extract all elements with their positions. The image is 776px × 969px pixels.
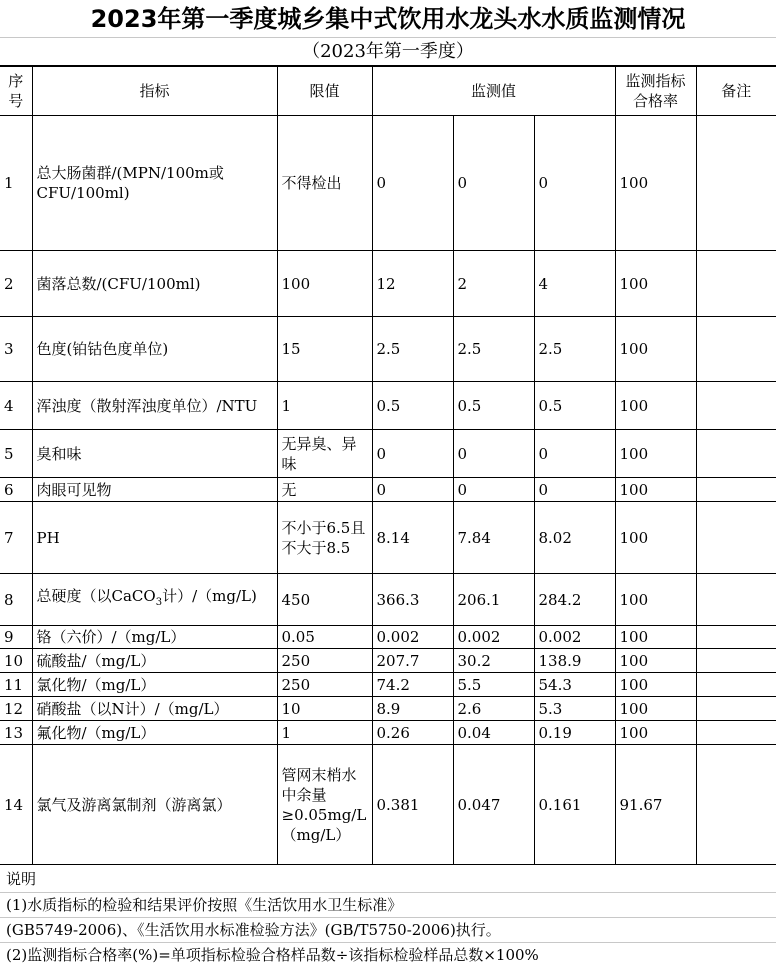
remark-cell [696, 721, 776, 745]
rate-cell: 100 [615, 697, 696, 721]
value-cell: 8.14 [372, 502, 453, 574]
limit-cell: 10 [277, 697, 372, 721]
value-cell: 0.04 [453, 721, 534, 745]
indicator-cell: 氟化物/（mg/L） [32, 721, 277, 745]
value-cell: 138.9 [534, 649, 615, 673]
value-cell: 0 [534, 478, 615, 502]
value-cell: 2.6 [453, 697, 534, 721]
indicator-cell: 铬（六价）/（mg/L） [32, 626, 277, 649]
row-number: 6 [0, 478, 32, 502]
row-number: 7 [0, 502, 32, 574]
table-row [0, 116, 776, 251]
limit-cell: 250 [277, 649, 372, 673]
table-row [0, 626, 776, 649]
limit-cell: 无异臭、异味 [277, 430, 372, 478]
table-row [0, 649, 776, 673]
table-row [0, 430, 776, 478]
value-cell: 74.2 [372, 673, 453, 697]
remark-cell [696, 502, 776, 574]
table-row [0, 251, 776, 317]
value-cell: 0 [372, 430, 453, 478]
monitoring-table [0, 66, 776, 865]
note-line-1: (1)水质指标的检验和结果评价按照《生活饮用水卫生标准》 [0, 893, 776, 918]
remark-cell [696, 697, 776, 721]
row-number: 3 [0, 317, 32, 382]
page-title: 2023年第一季度城乡集中式饮用水龙头水水质监测情况 [0, 0, 776, 38]
indicator-cell: 浑浊度（散射浑浊度单位）/NTU [32, 382, 277, 430]
value-cell: 0.26 [372, 721, 453, 745]
limit-cell: 不小于6.5且不大于8.5 [277, 502, 372, 574]
value-cell: 2.5 [453, 317, 534, 382]
value-cell: 12 [372, 251, 453, 317]
value-cell: 8.02 [534, 502, 615, 574]
value-cell: 0.5 [372, 382, 453, 430]
remark-cell [696, 745, 776, 865]
rate-cell: 100 [615, 251, 696, 317]
indicator-cell: 菌落总数/(CFU/100ml) [32, 251, 277, 317]
table-row [0, 721, 776, 745]
remark-cell [696, 673, 776, 697]
limit-cell: 1 [277, 382, 372, 430]
row-number: 2 [0, 251, 32, 317]
value-cell: 0.161 [534, 745, 615, 865]
indicator-cell: 总大肠菌群/(MPN/100m或CFU/100ml) [32, 116, 277, 251]
value-cell: 0 [372, 478, 453, 502]
limit-cell: 250 [277, 673, 372, 697]
indicator-cell: 肉眼可见物 [32, 478, 277, 502]
indicator-cell: 臭和味 [32, 430, 277, 478]
value-cell: 284.2 [534, 574, 615, 626]
row-number: 5 [0, 430, 32, 478]
table-row [0, 317, 776, 382]
limit-cell: 15 [277, 317, 372, 382]
limit-cell: 450 [277, 574, 372, 626]
value-cell: 0 [534, 430, 615, 478]
notes-heading: 说明 [0, 866, 776, 893]
rate-cell: 100 [615, 116, 696, 251]
limit-cell: 不得检出 [277, 116, 372, 251]
value-cell: 0.381 [372, 745, 453, 865]
indicator-cell: 色度(铂钴色度单位) [32, 317, 277, 382]
value-cell: 2.5 [372, 317, 453, 382]
table-row [0, 745, 776, 865]
value-cell: 0 [534, 116, 615, 251]
row-number: 11 [0, 673, 32, 697]
value-cell: 2.5 [534, 317, 615, 382]
table-row [0, 478, 776, 502]
value-cell: 54.3 [534, 673, 615, 697]
limit-cell: 100 [277, 251, 372, 317]
limit-cell: 无 [277, 478, 372, 502]
row-number: 9 [0, 626, 32, 649]
header-rate: 监测指标 合格率 [615, 67, 696, 116]
value-cell: 0 [372, 116, 453, 251]
rate-cell: 100 [615, 574, 696, 626]
remark-cell [696, 251, 776, 317]
rate-cell: 100 [615, 502, 696, 574]
indicator-cell: 氯气及游离氯制剂（游离氯） [32, 745, 277, 865]
table-row [0, 673, 776, 697]
page-subtitle: （2023年第一季度） [0, 38, 776, 66]
value-cell: 2 [453, 251, 534, 317]
rate-cell: 100 [615, 382, 696, 430]
table-row [0, 697, 776, 721]
table-row [0, 574, 776, 626]
row-number: 14 [0, 745, 32, 865]
note-line-3: (2)监测指标合格率(%)=单项指标检验合格样品数÷该指标检验样品总数×100% [6, 946, 539, 964]
rate-cell: 100 [615, 317, 696, 382]
remark-cell [696, 382, 776, 430]
remark-cell [696, 574, 776, 626]
indicator-cell: 氯化物/（mg/L） [32, 673, 277, 697]
value-cell: 5.3 [534, 697, 615, 721]
row-number: 13 [0, 721, 32, 745]
remark-cell [696, 430, 776, 478]
value-cell: 8.9 [372, 697, 453, 721]
value-cell: 0 [453, 430, 534, 478]
limit-cell: 0.05 [277, 626, 372, 649]
value-cell: 0 [453, 478, 534, 502]
indicator-cell: 硝酸盐（以N计）/（mg/L） [32, 697, 277, 721]
notes-section [0, 866, 776, 968]
value-cell: 207.7 [372, 649, 453, 673]
indicator-cell: PH [32, 502, 277, 574]
rate-cell: 100 [615, 721, 696, 745]
remark-cell [696, 649, 776, 673]
remark-cell [696, 116, 776, 251]
header-remark: 备注 [696, 67, 776, 116]
remark-cell [696, 626, 776, 649]
value-cell: 0.047 [453, 745, 534, 865]
header-indicator: 指标 [32, 67, 277, 116]
value-cell: 0.19 [534, 721, 615, 745]
rate-cell: 91.67 [615, 745, 696, 865]
rate-cell: 100 [615, 430, 696, 478]
rate-cell: 100 [615, 626, 696, 649]
value-cell: 0 [453, 116, 534, 251]
value-cell: 206.1 [453, 574, 534, 626]
rate-cell: 100 [615, 649, 696, 673]
value-cell: 5.5 [453, 673, 534, 697]
note-line-2: (GB5749-2006)、《生活饮用水标准检验方法》(GB/T5750-2006)执行。 [0, 918, 776, 943]
header-row [0, 67, 776, 116]
row-number: 1 [0, 116, 32, 251]
value-cell: 4 [534, 251, 615, 317]
header-measured: 监测值 [372, 67, 615, 116]
remark-cell [696, 317, 776, 382]
rate-cell: 100 [615, 478, 696, 502]
limit-cell: 管网末梢水中余量≥0.05mg/L（mg/L） [277, 745, 372, 865]
limit-cell: 1 [277, 721, 372, 745]
value-cell: 7.84 [453, 502, 534, 574]
value-cell: 0.002 [534, 626, 615, 649]
row-number: 12 [0, 697, 32, 721]
header-seq: 序 号 [0, 67, 32, 116]
indicator-cell: 总硬度（以CaCO$_3$计）/（mg/L) [32, 574, 277, 626]
value-cell: 0.5 [534, 382, 615, 430]
row-number: 4 [0, 382, 32, 430]
table-row [0, 502, 776, 574]
header-limit: 限值 [277, 67, 372, 116]
indicator-cell: 硫酸盐/（mg/L） [32, 649, 277, 673]
value-cell: 0.002 [453, 626, 534, 649]
row-number: 10 [0, 649, 32, 673]
remark-cell [696, 478, 776, 502]
row-number: 8 [0, 574, 32, 626]
value-cell: 0.002 [372, 626, 453, 649]
value-cell: 366.3 [372, 574, 453, 626]
table-row [0, 382, 776, 430]
value-cell: 0.5 [453, 382, 534, 430]
rate-cell: 100 [615, 673, 696, 697]
value-cell: 30.2 [453, 649, 534, 673]
